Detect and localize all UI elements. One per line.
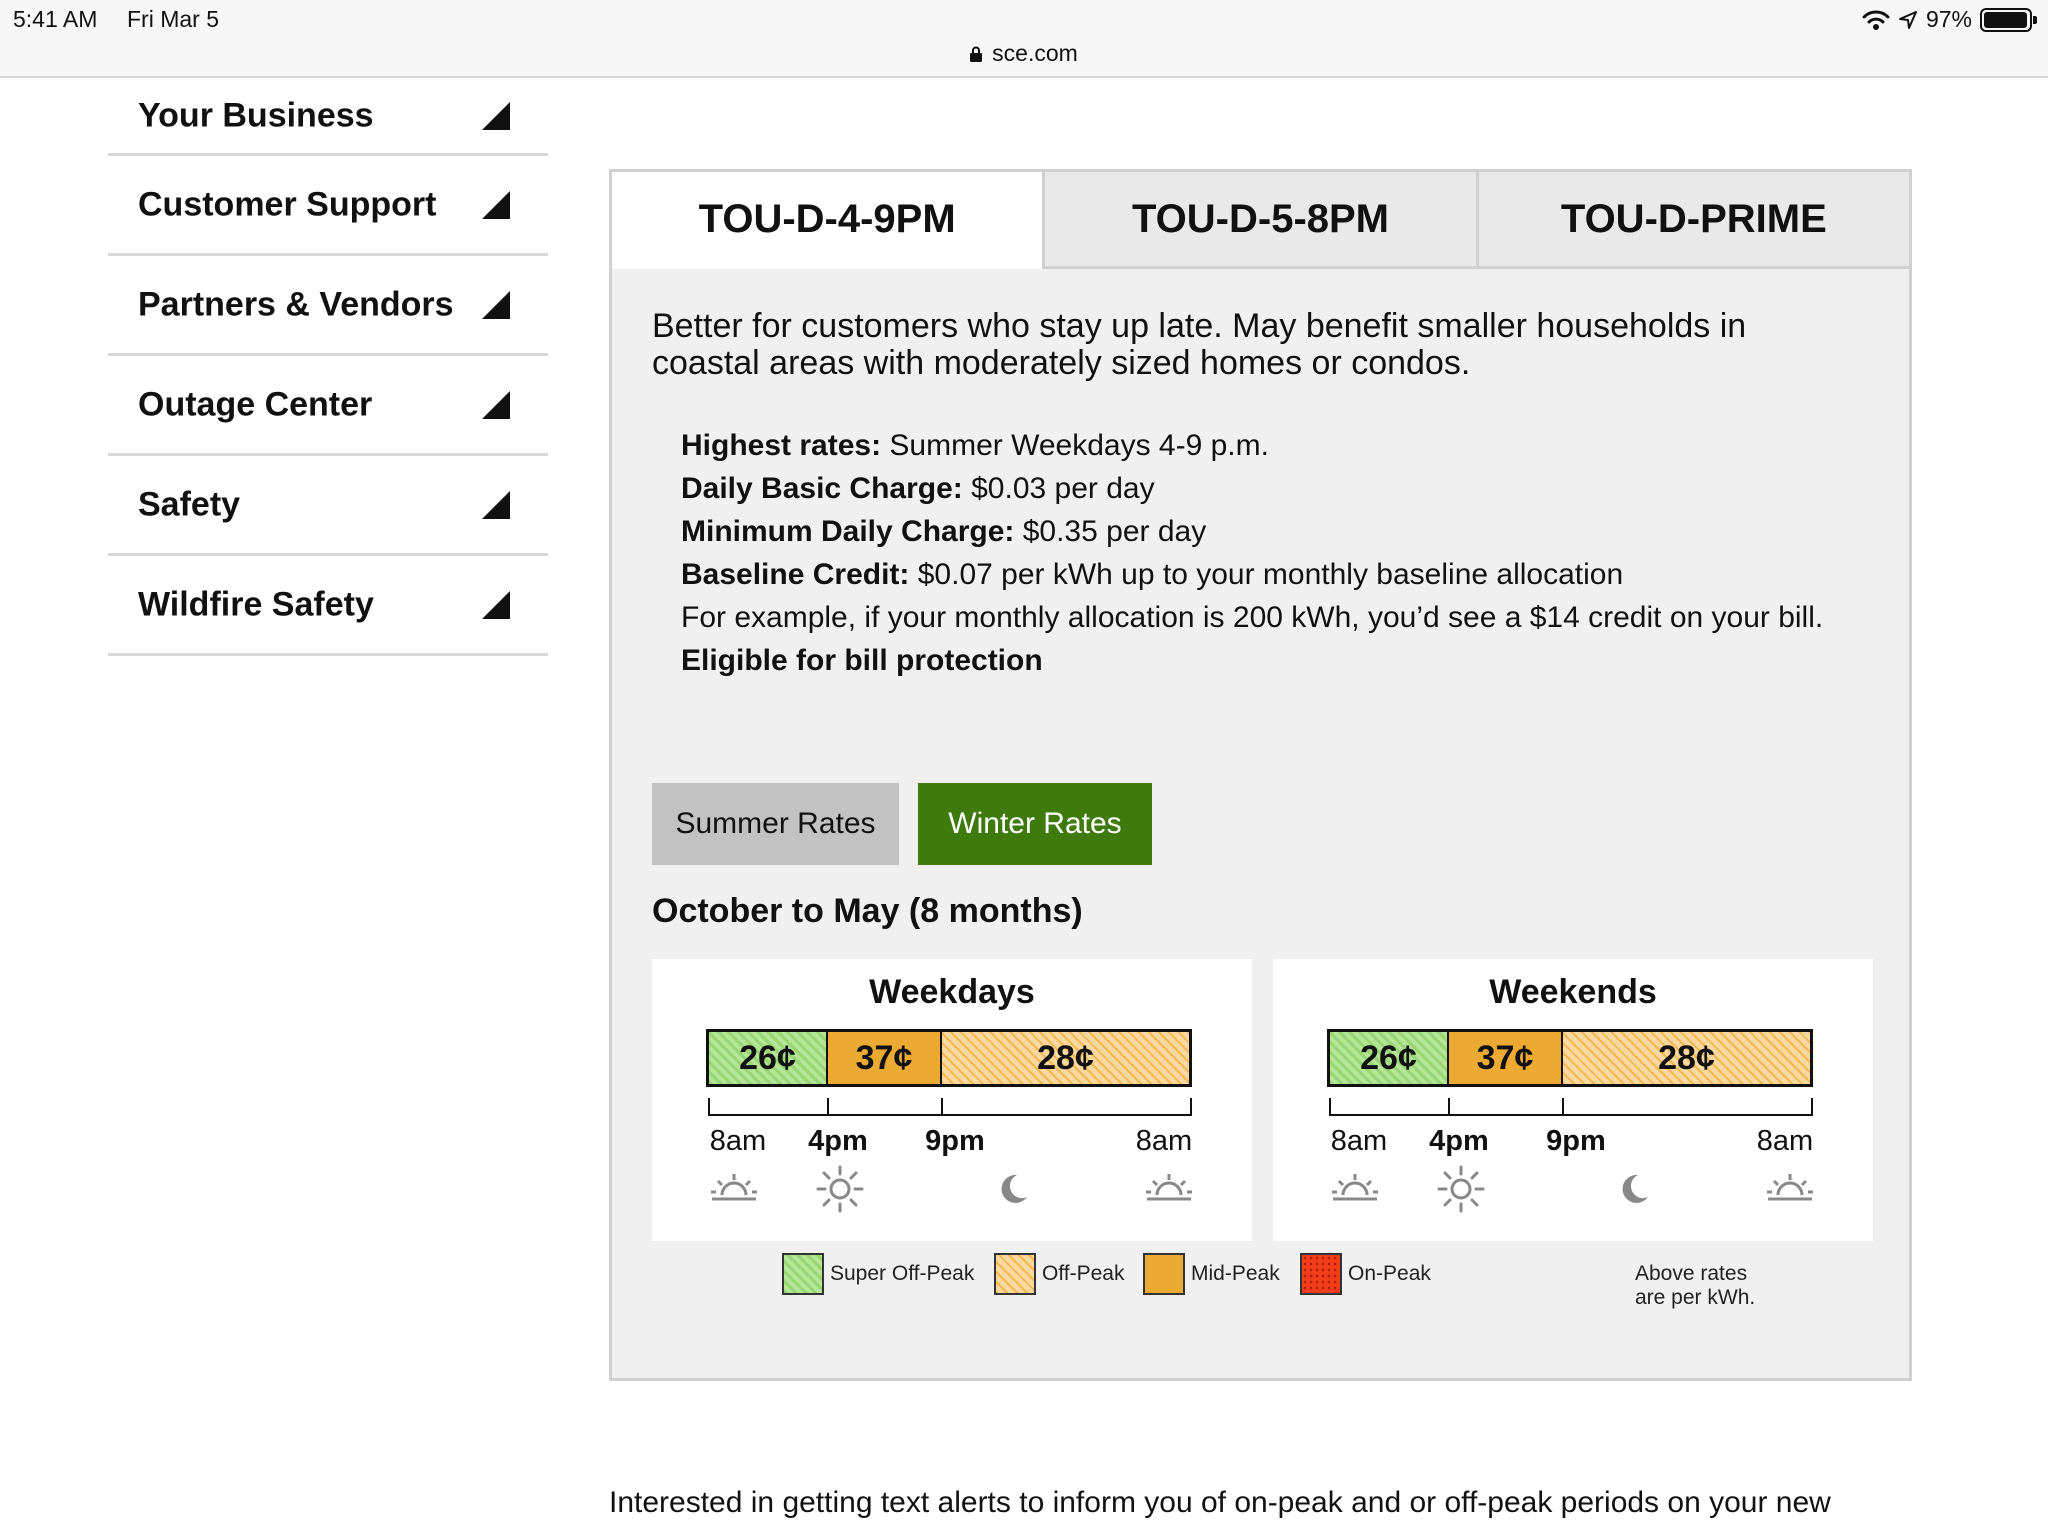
sidebar-item-safety[interactable]: [108, 456, 548, 556]
tab-tou-d-prime[interactable]: TOU-D-PRIME: [1476, 172, 1909, 269]
expand-triangle-icon: [482, 102, 510, 130]
tick-label: 4pm: [1429, 1125, 1489, 1157]
legend-swatch: [1143, 1253, 1185, 1295]
rate-legend: [782, 1253, 1782, 1309]
sunrise-icon: [709, 1171, 759, 1203]
sidebar-nav: [108, 78, 548, 656]
sidebar-item-label: Partners & Vendors: [138, 285, 454, 323]
expand-triangle-icon: [482, 191, 510, 219]
legend-super-off-peak: [782, 1253, 974, 1295]
sidebar-item-label: Outage Center: [138, 385, 373, 423]
weekends-rate-chart: [1273, 959, 1873, 1241]
sunrise-icon: [1765, 1171, 1815, 1203]
axis-tick: [1448, 1098, 1450, 1116]
legend-label: Off-Peak: [1042, 1262, 1125, 1285]
rate-plan-panel: [609, 169, 1912, 1381]
plan-tabs: [612, 172, 1909, 269]
segment-super-off-peak: 26¢: [1330, 1032, 1449, 1084]
legend-off-peak: [994, 1253, 1124, 1295]
axis-tick: [1562, 1098, 1564, 1116]
text-alerts-paragraph: Interested in getting text alerts to inform you of on-peak and or off-peak periods on your new: [609, 1486, 1831, 1519]
tick-label: 8am: [1135, 1125, 1193, 1157]
plan-details: [681, 424, 1861, 682]
segment-off-peak: 28¢: [942, 1032, 1189, 1084]
address-bar[interactable]: [0, 40, 2048, 67]
baseline-example: For example, if your monthly allocation is 200 kWh, you’d see a $14 credit on your bill.: [681, 601, 1824, 634]
legend-label: Mid-Peak: [1191, 1262, 1280, 1285]
expand-triangle-icon: [482, 291, 510, 319]
axis-tick: [1190, 1098, 1192, 1116]
expand-triangle-icon: [482, 491, 510, 519]
highest-rates-value: Summer Weekdays 4-9 p.m.: [881, 429, 1269, 462]
baseline-row: [681, 553, 1861, 596]
sidebar-item-label: Your Business: [138, 96, 374, 134]
moon-icon: [995, 1171, 1031, 1207]
axis-tick: [708, 1098, 710, 1116]
time-axis: [708, 1096, 1192, 1116]
rate-bar: [1327, 1029, 1813, 1087]
legend-swatch: [782, 1253, 824, 1295]
sidebar-item-label: Customer Support: [138, 185, 437, 223]
wifi-icon: [1862, 9, 1890, 31]
time-axis: [1329, 1096, 1813, 1116]
bill-protection-text: Eligible for bill protection: [681, 644, 1043, 677]
lock-icon: [970, 46, 982, 62]
min-daily-value: $0.35 per day: [1014, 515, 1207, 548]
bill-protection: [681, 639, 1861, 682]
summer-rates-button[interactable]: Summer Rates: [652, 783, 899, 865]
legend-on-peak: [1300, 1253, 1431, 1295]
segment-super-off-peak: 26¢: [709, 1032, 828, 1084]
tick-label: 9pm: [1546, 1125, 1606, 1157]
highest-rates-row: [681, 424, 1861, 467]
url-text: sce.com: [992, 40, 1078, 66]
plan-description: Better for customers who stay up late. May benefit smaller households in coastal areas with moderately sized homes or condos.: [652, 307, 1747, 382]
expand-triangle-icon: [482, 391, 510, 419]
tab-tou-d-4-9pm[interactable]: TOU-D-4-9PM: [612, 172, 1042, 269]
segment-off-peak: 28¢: [1563, 1032, 1810, 1084]
sidebar-item-partners-vendors[interactable]: [108, 256, 548, 356]
legend-swatch: [994, 1253, 1036, 1295]
legend-mid-peak: [1143, 1253, 1280, 1295]
segment-mid-peak: 37¢: [1449, 1032, 1563, 1084]
daily-basic-label: Daily Basic Charge:: [681, 472, 963, 505]
tick-label: 4pm: [808, 1125, 868, 1157]
season-heading: October to May (8 months): [652, 892, 1083, 930]
axis-tick: [827, 1098, 829, 1116]
axis-tick: [1329, 1098, 1331, 1116]
tick-label: 8am: [1756, 1125, 1814, 1157]
axis-tick: [941, 1098, 943, 1116]
rate-bar: [706, 1029, 1192, 1087]
sunrise-icon: [1144, 1171, 1194, 1203]
min-daily-label: Minimum Daily Charge:: [681, 515, 1015, 548]
highest-rates-label: Highest rates:: [681, 429, 882, 462]
legend-note: Above rates are per kWh.: [1635, 1262, 1756, 1309]
legend-label: Super Off-Peak: [830, 1262, 975, 1285]
segment-mid-peak: 37¢: [828, 1032, 942, 1084]
battery-icon: [1980, 8, 2032, 32]
sun-icon: [816, 1165, 864, 1213]
chart-title: Weekends: [1489, 973, 1657, 1011]
tick-label: 8am: [1330, 1125, 1388, 1157]
location-arrow-icon: [1898, 10, 1918, 30]
tick-label: 9pm: [925, 1125, 985, 1157]
sidebar-item-outage-center[interactable]: [108, 356, 548, 456]
status-date: Fri Mar 5: [127, 6, 219, 32]
moon-icon: [1616, 1171, 1652, 1207]
battery-percent: 97%: [1925, 6, 1972, 32]
axis-tick: [1811, 1098, 1813, 1116]
legend-label: On-Peak: [1348, 1262, 1431, 1285]
chart-title: Weekdays: [869, 973, 1035, 1011]
sunrise-icon: [1330, 1171, 1380, 1203]
tick-label: 8am: [709, 1125, 767, 1157]
min-daily-row: [681, 510, 1861, 553]
expand-triangle-icon: [482, 591, 510, 619]
sidebar-item-label: Wildfire Safety: [138, 585, 374, 623]
status-bar: [0, 0, 2048, 78]
status-time: 5:41 AM: [13, 6, 98, 32]
sidebar-item-label: Safety: [138, 485, 241, 523]
sidebar-item-customer-support[interactable]: [108, 156, 548, 256]
winter-rates-button[interactable]: Winter Rates: [918, 783, 1152, 865]
daily-basic-row: [681, 467, 1861, 510]
sidebar-item-your-business[interactable]: [108, 78, 548, 156]
sun-icon: [1437, 1165, 1485, 1213]
weekdays-rate-chart: [652, 959, 1252, 1241]
tab-tou-d-5-8pm[interactable]: TOU-D-5-8PM: [1042, 172, 1475, 269]
status-icons: [1862, 6, 2032, 33]
baseline-value: $0.07 per kWh up to your monthly baseline allocation: [909, 558, 1624, 591]
baseline-label: Baseline Credit:: [681, 558, 910, 591]
legend-swatch: [1300, 1253, 1342, 1295]
daily-basic-value: $0.03 per day: [962, 472, 1155, 505]
sidebar-item-wildfire-safety[interactable]: [108, 556, 548, 656]
